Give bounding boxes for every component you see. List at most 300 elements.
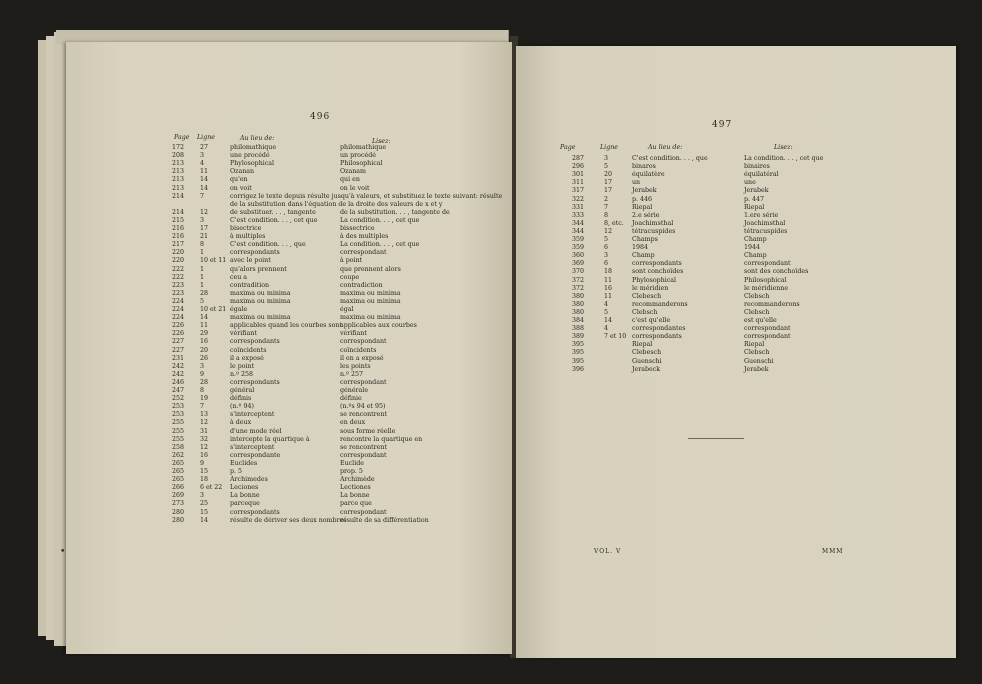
line-cell: 3 xyxy=(604,155,609,162)
table-row xyxy=(66,347,506,355)
line-cell: 1 xyxy=(200,281,205,289)
wrong-text-cell: Riepal xyxy=(632,203,653,211)
table-row xyxy=(66,395,506,403)
wrong-text-cell: tétracuspides xyxy=(632,227,676,235)
correction-cell: sont des conchoïdes xyxy=(744,268,809,276)
page-cell: 224 xyxy=(172,297,185,305)
line-cell: 3 xyxy=(200,362,205,370)
page-cell: 280 xyxy=(172,508,185,516)
table-row xyxy=(516,260,952,268)
wrong-text-cell: C'est condition. . . , cet que xyxy=(230,216,318,224)
line-cell: 4 xyxy=(604,325,609,333)
wrong-text-cell: correspondants xyxy=(230,378,280,386)
page-cell: 388 xyxy=(572,325,585,333)
page-cell: 255 xyxy=(172,427,185,435)
page-cell: 395 xyxy=(572,349,585,357)
correction-cell: en deux xyxy=(340,419,366,427)
wrong-text-cell: 2.e série xyxy=(632,211,660,219)
page-cell: 208 xyxy=(172,152,185,160)
page-cell: 217 xyxy=(172,241,185,249)
correction-cell: rencontre la quartique en xyxy=(340,435,423,443)
table-row xyxy=(66,330,506,338)
table-row xyxy=(66,500,506,508)
table-row xyxy=(66,338,506,346)
correction-cell: équilatéral xyxy=(744,171,779,179)
correction-cell: qui en xyxy=(340,176,360,184)
wrong-text-cell: correspondants xyxy=(230,338,280,346)
table-row xyxy=(66,193,506,201)
table-row xyxy=(66,428,506,436)
wrong-text-cell: Clebesch xyxy=(632,292,662,300)
footer-volume: VOL. V xyxy=(594,548,622,555)
page-cell: 213 xyxy=(172,176,185,184)
page-cell: 242 xyxy=(172,370,185,378)
wrong-text-cell: de la substitution dans l'équation de la droite des valeurs de x et y xyxy=(230,200,443,208)
page-cell: 224 xyxy=(172,306,185,313)
page-cell: 265 xyxy=(172,468,185,475)
table-row xyxy=(66,436,506,444)
line-cell: 5 xyxy=(200,297,205,305)
page-cell: 216 xyxy=(172,225,185,232)
wrong-text-cell: philomathique xyxy=(230,144,277,151)
page-cell: 214 xyxy=(172,208,185,216)
correction-cell: correspondant xyxy=(340,338,387,346)
table-row xyxy=(516,349,952,357)
table-row xyxy=(66,411,506,419)
table-row xyxy=(66,355,506,363)
line-cell: 14 xyxy=(200,176,209,184)
page-cell: 395 xyxy=(572,341,585,349)
wrong-text-cell: Guenschi xyxy=(632,357,662,365)
correction-cell: Lectiones xyxy=(340,484,371,492)
wrong-text-cell: vérifiant xyxy=(230,330,257,338)
line-cell: 14 xyxy=(604,317,613,324)
correction-cell: se rencontrent xyxy=(340,411,387,419)
wrong-text-cell: un xyxy=(632,179,641,187)
table-row xyxy=(516,277,952,285)
line-cell: 7 xyxy=(200,403,205,411)
page-cell: 258 xyxy=(172,443,185,451)
table-row xyxy=(66,379,506,387)
col-header-instead: Au lieu de: xyxy=(240,135,275,142)
wrong-text-cell: n.º 258 xyxy=(230,370,254,378)
correction-cell: Joachimsthal xyxy=(744,219,786,227)
wrong-text-cell: maxima ou minima xyxy=(230,297,291,305)
wrong-text-cell: C'est condition. . . , que xyxy=(230,241,306,249)
correction-cell: il en a exposé xyxy=(340,354,384,362)
wrong-text-cell: maxima ou minima xyxy=(230,314,291,322)
correction-cell: Ozanam xyxy=(340,168,367,176)
correction-cell: maxima ou minima xyxy=(340,314,401,322)
correction-cell: se rencontrent xyxy=(340,443,387,451)
page-cell: 216 xyxy=(172,233,185,241)
correction-cell: le méridienne xyxy=(744,284,789,292)
wrong-text-cell: Champ xyxy=(632,252,655,260)
line-cell: 6 xyxy=(604,244,609,252)
line-cell: 6 et 22 xyxy=(200,484,223,492)
correction-cell: tétracuspides xyxy=(744,227,788,235)
correction-cell: parce que xyxy=(340,500,372,508)
wrong-text-cell: correspondants xyxy=(230,508,280,516)
wrong-text-cell: p. 5 xyxy=(230,468,243,475)
wrong-text-cell: Leciones xyxy=(230,484,259,492)
wrong-text-cell: Archimedes xyxy=(230,476,268,484)
page-cell: 269 xyxy=(172,492,185,500)
line-cell: 26 xyxy=(200,354,209,362)
page-cell: 273 xyxy=(172,500,185,508)
wrong-text-cell: contradition xyxy=(230,281,270,289)
line-cell: 20 xyxy=(604,171,613,179)
table-row xyxy=(516,285,952,293)
page-cell: 296 xyxy=(572,163,585,171)
table-row xyxy=(516,155,952,163)
line-cell: 14 xyxy=(200,184,209,192)
line-cell: 28 xyxy=(200,289,209,297)
wrong-text-cell: correspondants xyxy=(632,333,682,341)
table-row xyxy=(66,241,506,249)
line-cell: 12 xyxy=(200,419,209,427)
line-cell: 15 xyxy=(200,468,209,475)
table-row xyxy=(66,185,506,193)
line-cell: 5 xyxy=(604,163,609,171)
table-row xyxy=(66,460,506,468)
line-cell: 8 xyxy=(200,241,205,249)
wrong-text-cell: il a exposé xyxy=(230,354,264,362)
correction-cell: est qu'elle xyxy=(744,317,777,324)
wrong-text-cell: correspondants xyxy=(632,260,682,268)
wrong-text-cell: binaros xyxy=(632,163,656,171)
table-row xyxy=(516,252,952,260)
line-cell: 15 xyxy=(200,508,209,516)
page-cell: 317 xyxy=(572,187,585,195)
table-row xyxy=(516,317,952,325)
table-row xyxy=(516,309,952,317)
page-cell: 231 xyxy=(172,354,185,362)
table-row xyxy=(66,468,506,476)
correction-cell: La condition. . . , cet que xyxy=(744,155,824,162)
table-row xyxy=(66,484,506,492)
wrong-text-cell: Phylosophical xyxy=(632,276,677,284)
page-cell: 344 xyxy=(572,219,585,227)
correction-cell: on le voit xyxy=(340,184,370,192)
table-row xyxy=(66,298,506,306)
wrong-text-cell: ceu a xyxy=(230,273,248,281)
correction-cell: (n.ºs 94 et 95) xyxy=(340,403,386,411)
table-row xyxy=(66,452,506,460)
page-cell: 222 xyxy=(172,273,185,281)
wrong-text-cell: de substituer. . . , tangente xyxy=(230,208,316,216)
page-cell: 220 xyxy=(172,257,185,265)
wrong-text-cell: Joachimsthal xyxy=(632,219,674,227)
table-row xyxy=(66,444,506,452)
correction-cell: les points xyxy=(340,362,371,370)
line-cell: 11 xyxy=(200,168,209,176)
line-cell: 4 xyxy=(200,160,205,168)
line-cell: 2 xyxy=(604,195,609,203)
line-cell: 17 xyxy=(604,179,613,187)
col-header-page: Page xyxy=(174,134,190,141)
page-cell: 255 xyxy=(172,419,185,427)
table-row xyxy=(66,517,506,525)
wrong-text-cell: Euclides xyxy=(230,459,258,467)
table-row xyxy=(516,268,952,276)
table-row xyxy=(66,476,506,484)
correction-cell: correspondant xyxy=(744,333,791,341)
correction-cell: Philosophical xyxy=(340,160,383,168)
table-row xyxy=(66,274,506,282)
wrong-text-cell: qu'alors prennent xyxy=(230,265,287,273)
correction-cell: p. 447 xyxy=(744,195,765,203)
line-cell: 11 xyxy=(200,322,209,330)
left-page xyxy=(60,42,512,654)
line-cell: 12 xyxy=(604,227,613,235)
wrong-text-cell: c'est qu'elle xyxy=(632,317,671,324)
line-cell: 12 xyxy=(200,208,209,216)
line-cell: 3 xyxy=(200,152,205,160)
wrong-text-cell: Champs xyxy=(632,236,658,243)
table-row xyxy=(516,171,952,179)
line-cell: 8 xyxy=(604,211,609,219)
page-cell: 224 xyxy=(172,314,185,322)
line-cell: 16 xyxy=(604,284,613,292)
table-row xyxy=(66,160,506,168)
table-row xyxy=(516,163,952,171)
line-cell: 13 xyxy=(200,411,209,419)
table-row xyxy=(66,403,506,411)
page-cell: 253 xyxy=(172,403,185,411)
line-cell: 5 xyxy=(604,308,609,316)
line-cell: 6 xyxy=(604,260,609,268)
page-cell: 360 xyxy=(572,252,585,260)
table-row xyxy=(66,201,506,209)
wrong-text-cell: Riepal xyxy=(632,341,653,349)
table-row xyxy=(66,176,506,184)
wrong-text-cell: une procédé xyxy=(230,152,270,160)
correction-cell: La condition. . . , cet que xyxy=(340,241,420,249)
line-cell: 3 xyxy=(604,252,609,260)
wrong-text-cell: bisectrice xyxy=(230,225,262,232)
table-row xyxy=(66,257,506,265)
page-cell: 252 xyxy=(172,395,185,403)
correction-cell: correspondant xyxy=(340,451,387,459)
wrong-text-cell: correspondante xyxy=(230,451,281,459)
page-cell: 227 xyxy=(172,338,185,346)
correction-cell: Clebsch xyxy=(744,349,770,357)
wrong-text-cell: p. 446 xyxy=(632,195,653,203)
page-cell: 380 xyxy=(572,308,585,316)
correction-cell: philomathique xyxy=(340,144,387,151)
page-cell: 213 xyxy=(172,168,185,176)
margin-mark: • xyxy=(60,547,66,557)
page-cell: 253 xyxy=(172,411,185,419)
page-cell: 396 xyxy=(572,365,585,373)
line-cell: 7 xyxy=(200,192,205,200)
line-cell: 3 xyxy=(200,492,205,500)
page-number: 497 xyxy=(712,120,733,130)
page-cell: 333 xyxy=(572,211,585,219)
table-row xyxy=(66,266,506,274)
wrong-text-cell: recommanderons xyxy=(632,300,688,308)
line-cell: 19 xyxy=(200,395,209,403)
page-cell: 214 xyxy=(172,192,185,200)
correction-cell: Clebsch xyxy=(744,292,770,300)
line-cell: 28 xyxy=(200,378,209,386)
wrong-text-cell: Clebesch xyxy=(632,349,662,357)
wrong-text-cell: coïncidents xyxy=(230,346,267,354)
page-cell: 247 xyxy=(172,387,185,394)
table-row xyxy=(516,293,952,301)
table-row xyxy=(66,217,506,225)
line-cell: 7 xyxy=(604,203,609,211)
page-cell: 220 xyxy=(172,249,185,257)
wrong-text-cell: égale xyxy=(230,306,248,313)
wrong-text-cell: intercepte la quartique à xyxy=(230,435,310,443)
correction-cell: correspondant xyxy=(744,325,791,333)
page-cell: 226 xyxy=(172,322,185,330)
wrong-text-cell: La bonne xyxy=(230,492,260,500)
page-cell: 223 xyxy=(172,289,185,297)
correction-cell: vérifiant xyxy=(340,330,367,338)
table-row xyxy=(66,290,506,298)
line-cell: 5 xyxy=(604,236,609,243)
correction-cell: La condition. . . , cet que xyxy=(340,216,420,224)
wrong-text-cell: applicables quand les courbes sont xyxy=(230,322,343,330)
page-cell: 372 xyxy=(572,276,585,284)
wrong-text-cell: s'interceptent xyxy=(230,443,275,451)
page-cell: 331 xyxy=(572,203,585,211)
wrong-text-cell: général xyxy=(230,387,255,394)
table-row xyxy=(66,363,506,371)
page-cell: 372 xyxy=(572,284,585,292)
wrong-text-cell: avec le point xyxy=(230,257,271,265)
page-number: 496 xyxy=(310,112,331,122)
line-cell: 10 et 21 xyxy=(200,306,227,313)
wrong-text-cell: à deux xyxy=(230,419,252,427)
page-cell: 301 xyxy=(572,171,585,179)
table-row xyxy=(66,168,506,176)
line-cell: 4 xyxy=(604,300,609,308)
correction-cell: Archimède xyxy=(340,476,375,484)
correction-cell: Champ xyxy=(744,252,767,260)
table-row xyxy=(66,249,506,257)
wrong-text-cell: Ozanan xyxy=(230,168,255,176)
correction-cell: La bonne xyxy=(340,492,370,500)
wrong-text-cell: maxima ou minima xyxy=(230,289,291,297)
table-row xyxy=(516,212,952,220)
line-cell: 17 xyxy=(604,187,613,195)
correction-cell: égal xyxy=(340,306,354,313)
correction-cell: contradiction xyxy=(340,281,383,289)
line-cell: 21 xyxy=(200,233,209,241)
col-header-page: Page xyxy=(560,144,576,151)
table-row xyxy=(66,282,506,290)
col-header-line: Ligne xyxy=(197,134,216,141)
page-cell: 311 xyxy=(572,179,585,187)
table-row xyxy=(66,144,506,152)
page-cell: 380 xyxy=(572,292,585,300)
correction-cell: Guenschi xyxy=(744,357,774,365)
table-row xyxy=(66,233,506,241)
line-cell: 20 xyxy=(200,346,209,354)
line-cell: 14 xyxy=(200,516,209,524)
closing-rule xyxy=(688,438,744,439)
page-cell: 222 xyxy=(172,265,185,273)
table-row xyxy=(66,387,506,395)
correction-cell: coïncidents xyxy=(340,346,377,354)
line-cell: 1 xyxy=(200,273,205,281)
table-row xyxy=(66,314,506,322)
correction-cell: binaires xyxy=(744,163,770,171)
correction-cell: générale xyxy=(340,387,369,394)
correction-cell: recommanderons xyxy=(744,300,800,308)
line-cell: 8 xyxy=(200,387,205,394)
table-row xyxy=(516,301,952,309)
wrong-text-cell: on voit xyxy=(230,184,252,192)
line-cell: 1 xyxy=(200,265,205,273)
page-cell: 369 xyxy=(572,260,585,268)
table-row xyxy=(516,358,952,366)
page-cell: 213 xyxy=(172,160,185,168)
table-row xyxy=(516,333,952,341)
correction-cell: à point xyxy=(340,257,363,265)
table-row xyxy=(516,228,952,236)
line-cell: 25 xyxy=(200,500,209,508)
correction-cell: n.º 257 xyxy=(340,370,364,378)
correction-cell: Philosophical xyxy=(744,276,787,284)
correction-cell: Riepal xyxy=(744,341,765,349)
table-row xyxy=(66,225,506,233)
correction-cell: Clebsch xyxy=(744,308,770,316)
wrong-text-cell: qu'en xyxy=(230,176,248,184)
table-row xyxy=(516,366,952,374)
line-cell: 29 xyxy=(200,330,209,338)
correction-cell: sous forme réelle xyxy=(340,427,396,435)
table-row xyxy=(66,371,506,379)
wrong-text-cell: corrigez le texte depuis résulte jusqu'à valeurs, et substituez le texte suivant: résulte xyxy=(230,192,503,200)
correction-cell: Champ xyxy=(744,236,767,243)
correction-cell: définie xyxy=(340,395,362,403)
col-header-read: Lisez: xyxy=(774,144,793,151)
page-cell: 265 xyxy=(172,476,185,484)
correction-cell: Jerabek xyxy=(744,365,769,373)
line-cell: 9 xyxy=(200,459,205,467)
line-cell: 31 xyxy=(200,427,209,435)
correction-cell: Euclide xyxy=(340,459,364,467)
page-cell: 359 xyxy=(572,236,585,243)
table-row xyxy=(66,492,506,500)
page-cell: 262 xyxy=(172,451,185,459)
correction-cell: 1944 xyxy=(744,244,761,252)
table-row xyxy=(66,152,506,160)
table-row xyxy=(516,204,952,212)
line-cell: 9 xyxy=(200,370,205,378)
wrong-text-cell: C'est condition. . . , que xyxy=(632,155,708,162)
page-cell: 172 xyxy=(172,144,185,151)
line-cell: 7 et 10 xyxy=(604,333,627,341)
page-cell: 242 xyxy=(172,362,185,370)
page-cell: 213 xyxy=(172,184,185,192)
line-cell: 16 xyxy=(200,338,209,346)
col-header-read: Lisez: xyxy=(372,138,391,145)
line-cell: 14 xyxy=(200,314,209,322)
wrong-text-cell: correspondants xyxy=(230,249,280,257)
line-cell: 27 xyxy=(200,144,209,151)
footer-signature: MMM xyxy=(822,548,844,555)
correction-cell: correspondant xyxy=(744,260,791,268)
right-page xyxy=(516,46,956,658)
page-cell: 255 xyxy=(172,435,185,443)
correction-cell: prop. 5 xyxy=(340,468,363,475)
